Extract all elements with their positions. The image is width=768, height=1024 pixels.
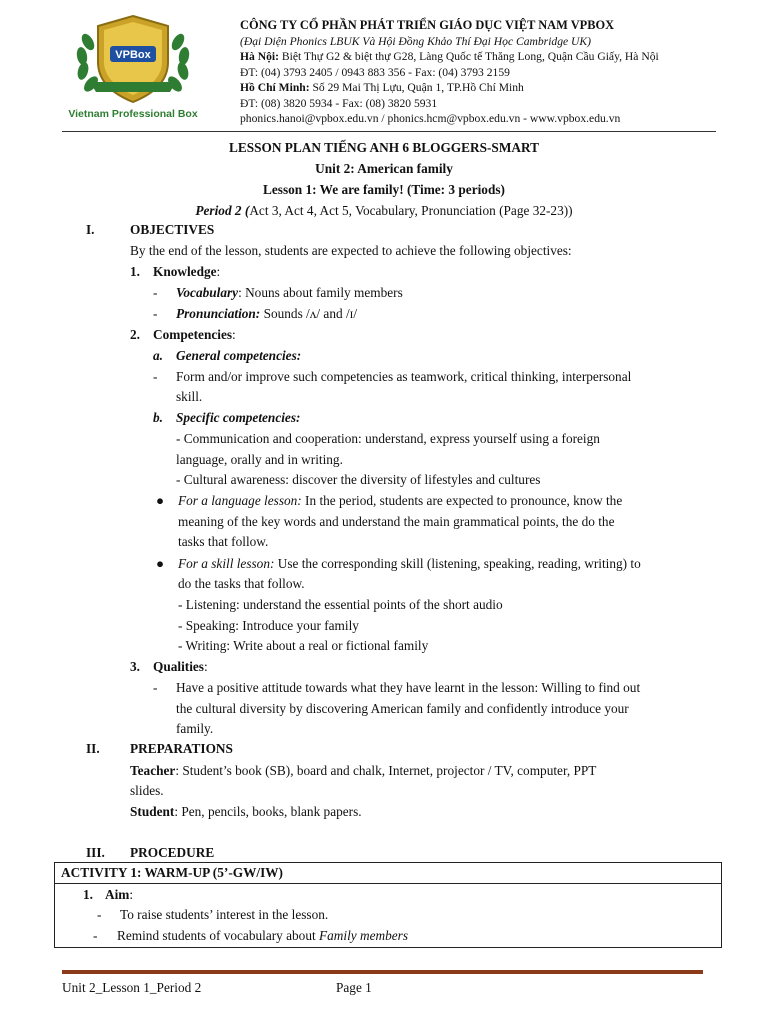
skill-lesson-text: For a skill lesson: Use the corresponding skill (listening, speaking, reading, writing) to [178, 556, 641, 571]
section-number: I. [86, 222, 95, 237]
hcm-address: Hồ Chí Minh: Số 29 Mai Thị Lựu, Quận 1, TP.Hồ Chí Minh [240, 81, 524, 94]
section-number: II. [86, 741, 100, 756]
general-competencies-text: Form and/or improve such competencies as teamwork, critical thinking, interpersonal [176, 369, 632, 384]
student-materials: Student: Pen, pencils, books, blank papers. [130, 804, 362, 819]
teacher-materials: Teacher: Student’s book (SB), board and chalk, Internet, projector / TV, computer, PPT [130, 763, 597, 778]
qualities-heading: Qualities: [153, 659, 208, 674]
objectives-intro: By the end of the lesson, students are expected to achieve the following objectives: [130, 243, 572, 258]
company-logo [68, 12, 198, 124]
footer-rule [62, 970, 703, 974]
dash-bullet: - [153, 680, 158, 695]
hanoi-phone: ĐT: (04) 3793 2405 / 0943 883 356 - Fax: (04) 3793 2159 [240, 65, 510, 79]
list-number: 3. [130, 659, 140, 674]
qualities-text: family. [176, 721, 214, 736]
general-competencies-heading: General competencies: [176, 348, 302, 363]
objectives-heading: OBJECTIVES [130, 222, 215, 237]
bullet-icon: ● [156, 556, 165, 571]
skill-lesson-text: do the tasks that follow. [178, 576, 305, 591]
skill-lesson-text: - Speaking: Introduce your family [178, 618, 359, 633]
logo-badge-text: VPBox [115, 49, 151, 61]
dash-bullet: - [97, 907, 102, 922]
knowledge-heading: Knowledge: [153, 264, 221, 279]
lesson-plan-title: LESSON PLAN TIẾNG ANH 6 BLOGGERS-SMART [229, 140, 539, 155]
aim-item: Remind students of vocabulary about Family members [117, 928, 408, 943]
footer-lesson-ref: Unit 2_Lesson 1_Period 2 [62, 980, 202, 995]
hanoi-address: Hà Nội: Biệt Thự G2 & biệt thự G28, Làng Quốc tế Thăng Long, Quận Cầu Giấy, Hà Nội [240, 50, 659, 63]
procedure-heading: PROCEDURE [130, 845, 215, 860]
skill-lesson-text: - Listening: understand the essential points of the short audio [178, 597, 503, 612]
qualities-text: Have a positive attitude towards what they have learnt in the lesson: Willing to find out [176, 680, 641, 695]
list-number: 2. [130, 327, 140, 342]
company-name: CÔNG TY CỔ PHẦN PHÁT TRIỂN GIÁO DỤC VIỆT NAM VPBOX [240, 18, 615, 32]
list-number: 1. [83, 887, 93, 902]
dash-bullet: - [153, 285, 158, 300]
hcm-phone: ĐT: (08) 3820 5934 - Fax: (08) 3820 5931 [240, 96, 438, 110]
vocabulary-item: Vocabulary: Nouns about family members [176, 285, 403, 300]
footer-page-number: Page 1 [336, 980, 372, 995]
pronunciation-item: Pronunciation: Sounds /ʌ/ and /ɪ/ [176, 306, 358, 321]
specific-competencies-heading: Specific competencies: [176, 410, 301, 425]
unit-title: Unit 2: American family [315, 161, 453, 176]
specific-competencies-text: language, orally and in writing. [176, 452, 343, 467]
teacher-materials: slides. [130, 783, 164, 798]
list-letter: a. [153, 348, 163, 363]
dash-bullet: - [153, 369, 158, 384]
list-number: 1. [130, 264, 140, 279]
dash-bullet: - [93, 928, 98, 943]
contact-emails[interactable]: phonics.hanoi@vpbox.edu.vn / phonics.hcm@vpbox.edu.vn - www.vpbox.edu.vn [240, 112, 621, 125]
lesson-title: Lesson 1: We are family! (Time: 3 periods) [263, 182, 505, 197]
language-lesson-text: tasks that follow. [178, 534, 269, 549]
aim-item: To raise students’ interest in the lesson. [120, 907, 329, 922]
language-lesson-text: meaning of the key words and understand the main grammatical points, the do the [178, 514, 615, 529]
preparations-heading: PREPARATIONS [130, 741, 233, 756]
company-subtitle: (Đại Diện Phonics LBUK Và Hội Đồng Khảo Thí Đại Học Cambridge UK) [240, 34, 592, 48]
general-competencies-text: skill. [176, 389, 203, 404]
competencies-heading: Competencies: [153, 327, 236, 342]
logo-emblem-icon [68, 12, 198, 108]
activity-table [54, 862, 722, 948]
logo-caption: Vietnam Professional Box [68, 108, 198, 120]
list-letter: b. [153, 410, 163, 425]
specific-competencies-text: - Communication and cooperation: understand, express yourself using a foreign [176, 431, 600, 446]
language-lesson-text: For a language lesson: In the period, students are expected to pronounce, know the [178, 493, 623, 508]
qualities-text: the cultural diversity by discovering American family and confidently introduce your [176, 701, 629, 716]
specific-competencies-text: - Cultural awareness: discover the diversity of lifestyles and cultures [176, 472, 541, 487]
dash-bullet: - [153, 306, 158, 321]
activity-header-divider [55, 883, 721, 884]
skill-lesson-text: - Writing: Write about a real or fictional family [178, 638, 429, 653]
company-header [240, 18, 659, 127]
bullet-icon: ● [156, 493, 165, 508]
period-line: Period 2 (Act 3, Act 4, Act 5, Vocabulary, Pronunciation (Page 32-23)) [195, 203, 573, 218]
activity-title: ACTIVITY 1: WARM-UP (5’-GW/IW) [61, 865, 283, 880]
section-number: III. [86, 845, 105, 860]
header-divider [62, 131, 716, 132]
aim-heading: Aim: [105, 887, 134, 902]
